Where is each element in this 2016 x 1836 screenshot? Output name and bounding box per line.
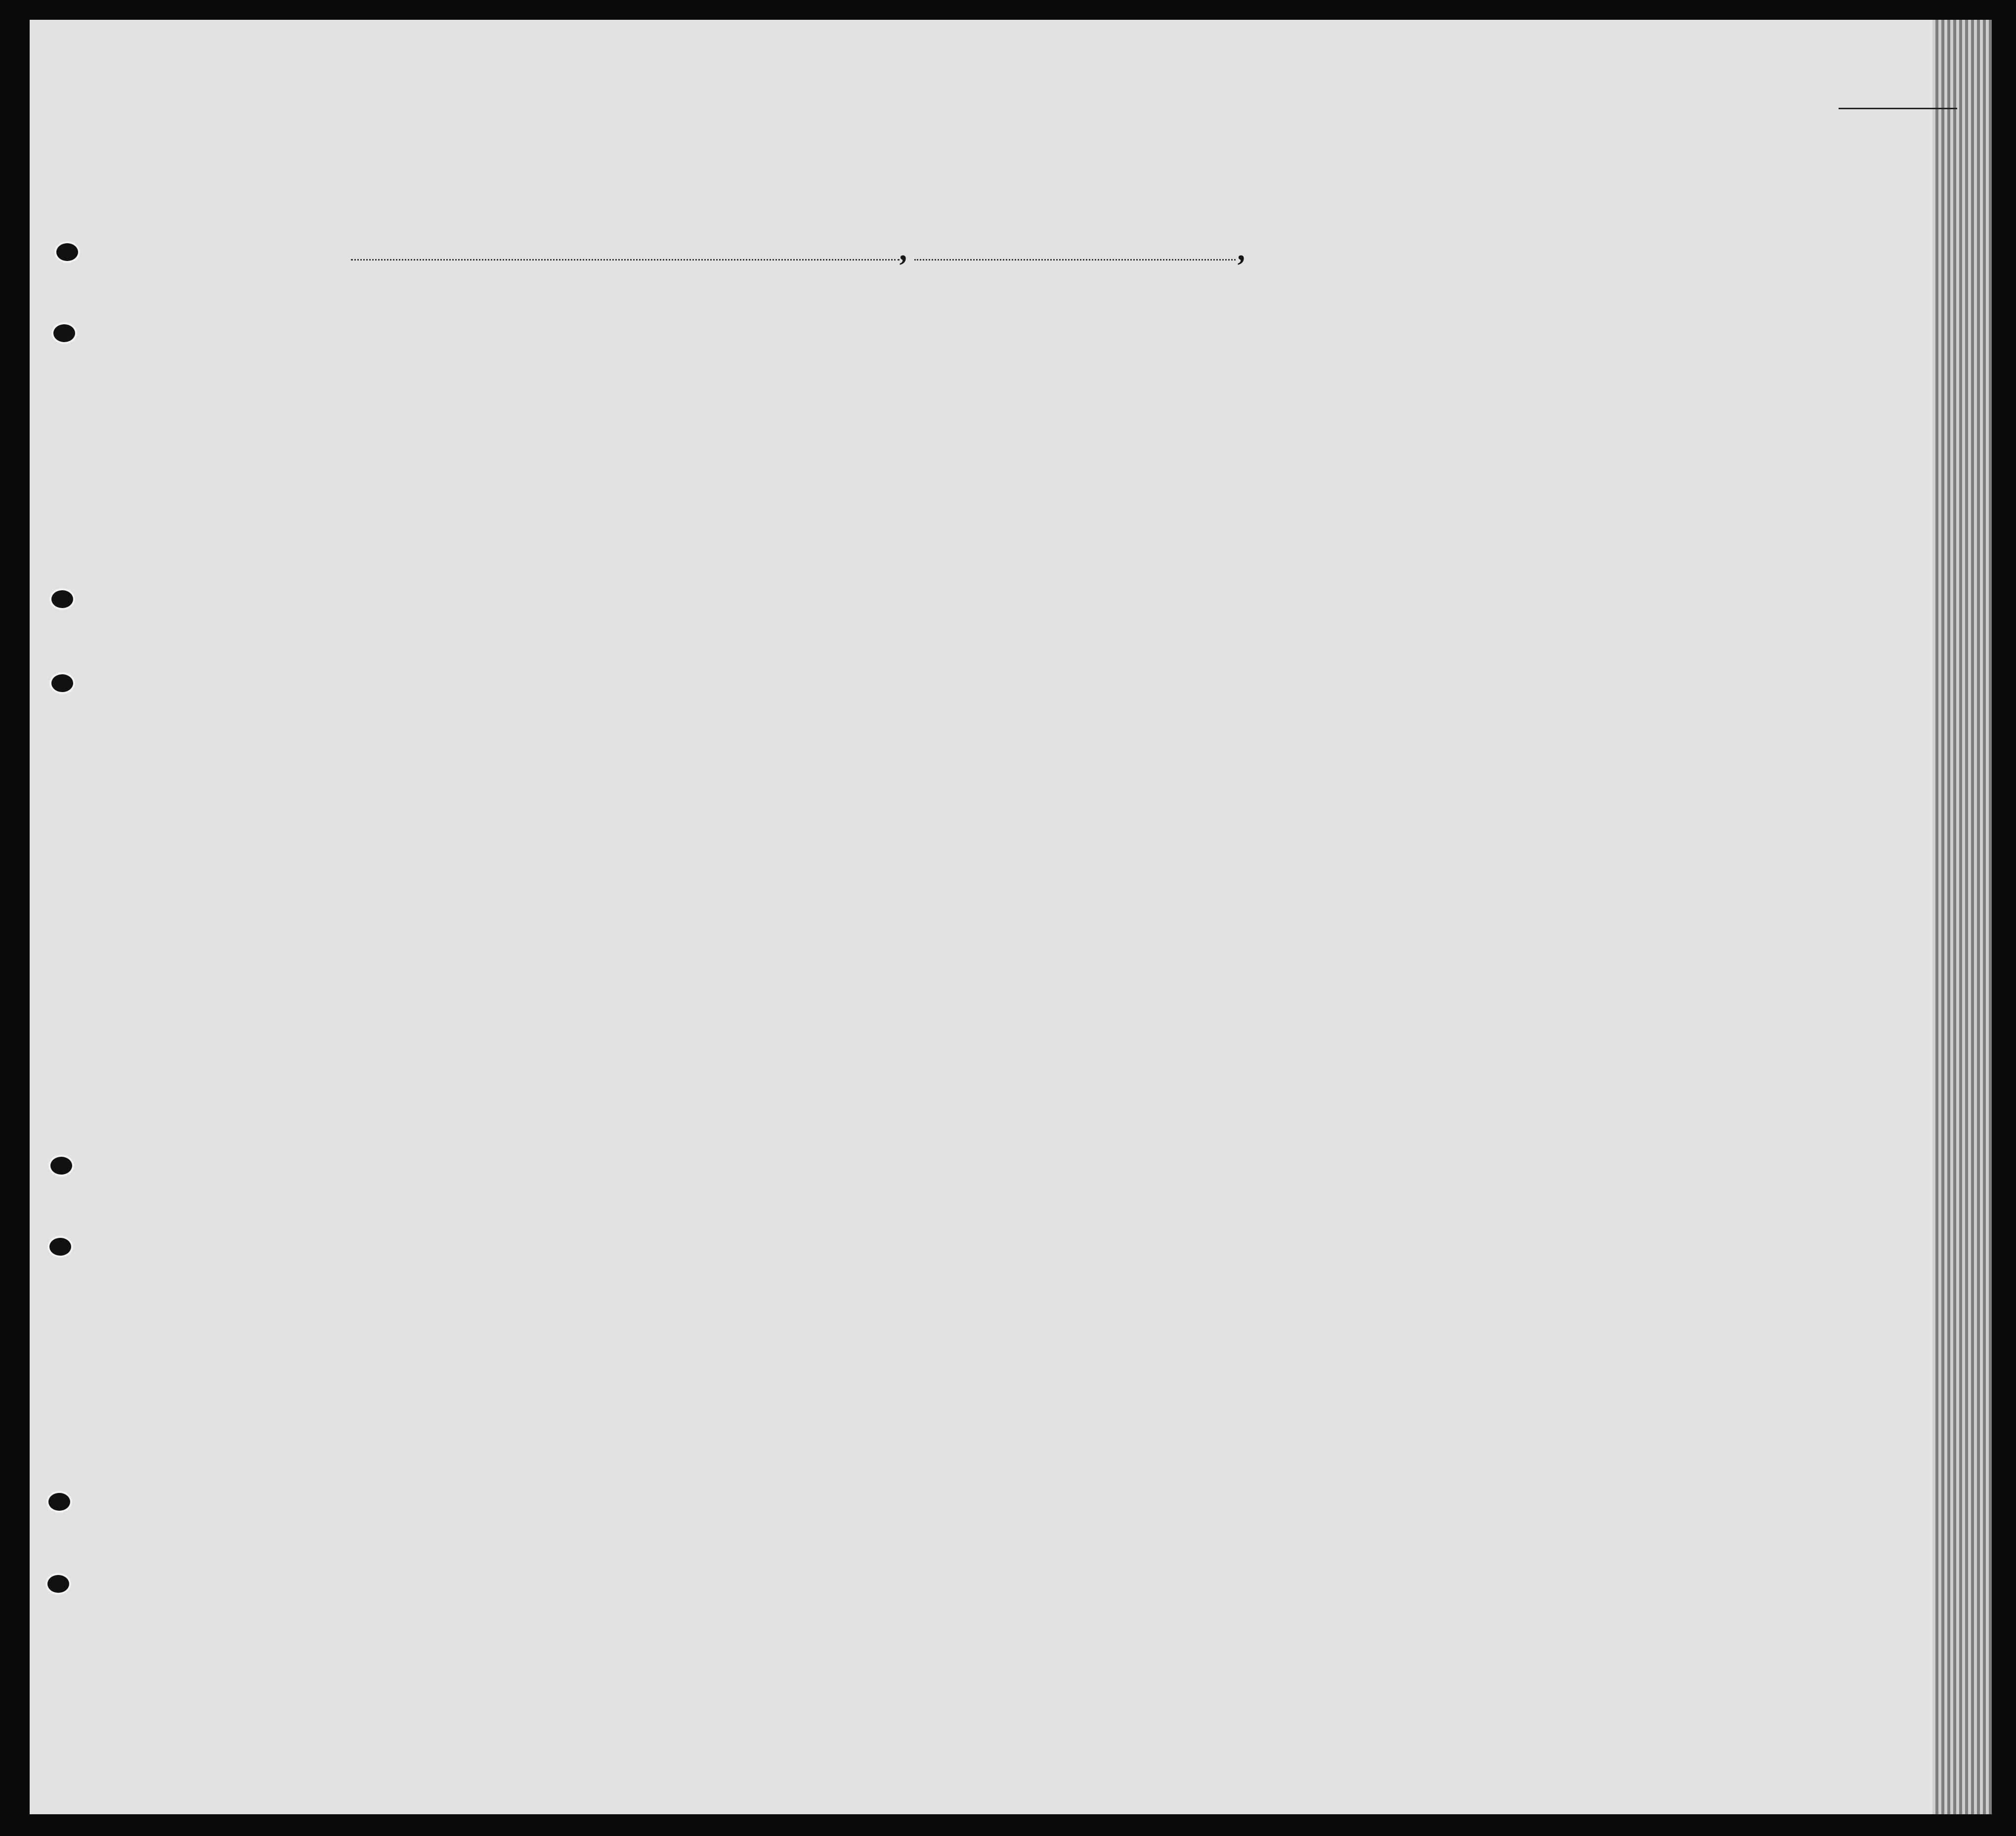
header-possession-50 — [722, 306, 752, 430]
comma: , — [1239, 232, 1246, 267]
header-purpose-return — [1152, 320, 1181, 446]
header-ticket — [597, 306, 628, 430]
header-question-30 — [1502, 318, 1532, 445]
manifest-sheet — [30, 20, 1992, 1814]
header-purpose-length — [1193, 320, 1223, 446]
header-purpose-citizen — [1236, 320, 1265, 446]
header-question-28 — [1389, 318, 1431, 445]
header-prison — [1265, 316, 1295, 446]
header-polygamist — [1301, 326, 1321, 445]
comma: , — [901, 232, 908, 267]
manifest-grid — [30, 20, 1992, 1814]
header-anarchist — [1330, 326, 1349, 445]
header-question-29 — [1442, 318, 1475, 445]
